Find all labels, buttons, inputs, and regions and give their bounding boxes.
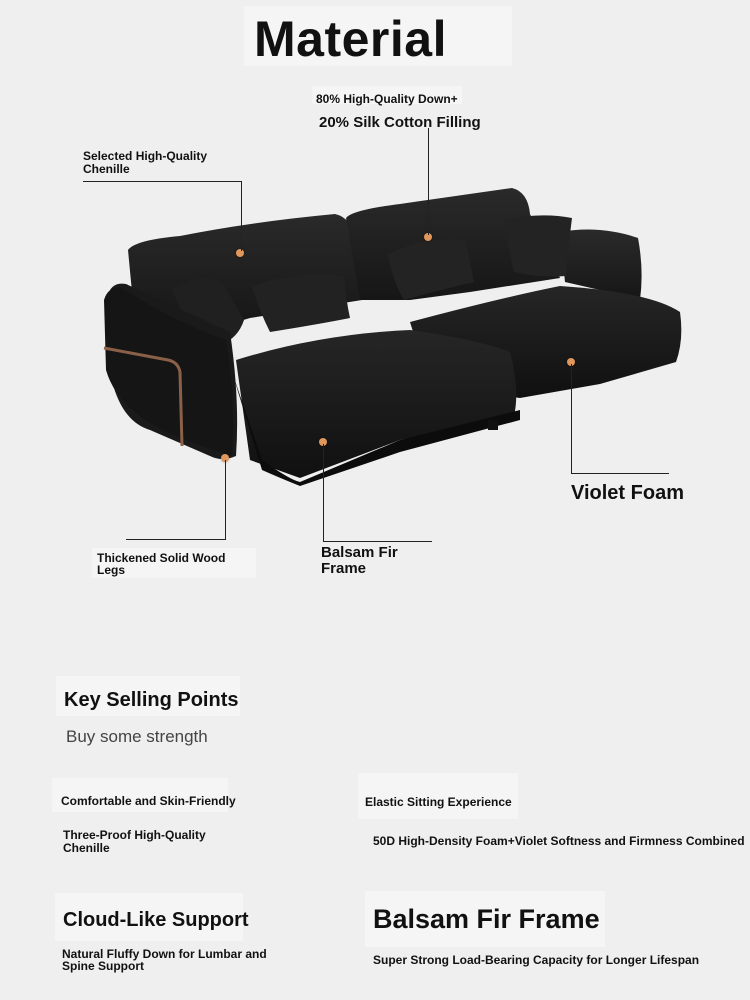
legs-label-line2: Legs bbox=[97, 563, 126, 577]
down-filling-label-line1: 80% High-Quality Down+ bbox=[316, 92, 458, 106]
chenille-leader-vertical bbox=[241, 181, 242, 251]
selling-points-heading: Key Selling Points bbox=[64, 689, 239, 711]
cloud-support-title: Cloud-Like Support bbox=[63, 909, 249, 931]
pillow-left-2 bbox=[252, 274, 350, 332]
comfort-desc-line2: Chenille bbox=[63, 841, 110, 855]
fir-frame-desc: Super Strong Load-Bearing Capacity for Longer Lifespan bbox=[373, 953, 700, 967]
fir-frame-title: Balsam Fir Frame bbox=[373, 904, 600, 934]
legs-label-line1: Thickened Solid Wood bbox=[97, 551, 226, 565]
down-filling-label-line2: 20% Silk Cotton Filling bbox=[319, 114, 481, 131]
pillow-right-2 bbox=[504, 215, 572, 276]
comfort-desc-line1: Three-Proof High-Quality bbox=[63, 828, 206, 842]
foam-leader-horizontal bbox=[571, 473, 669, 474]
legs-leader-vertical bbox=[225, 460, 226, 540]
foam-leader-vertical bbox=[571, 364, 572, 474]
chenille-label-line1: Selected High-Quality bbox=[83, 149, 208, 163]
comfort-title: Comfortable and Skin-Friendly bbox=[61, 794, 236, 808]
legs-leader-horizontal bbox=[126, 539, 226, 540]
chenille-leader-horizontal bbox=[83, 181, 242, 182]
frame-leader-horizontal bbox=[323, 541, 432, 542]
chenille-label-line2: Chenille bbox=[83, 162, 130, 176]
down-leader-vertical bbox=[428, 128, 429, 235]
elastic-desc: 50D High-Density Foam+Violet Softness and Firmness Combined bbox=[373, 834, 745, 848]
selling-points-subheading: Buy some strength bbox=[66, 727, 208, 746]
foam-label: Violet Foam bbox=[571, 482, 684, 504]
chenille-marker-dot bbox=[236, 249, 244, 257]
elastic-title: Elastic Sitting Experience bbox=[365, 795, 512, 809]
page-title: Material bbox=[254, 11, 447, 67]
frame-label-line2: Frame bbox=[321, 560, 367, 577]
frame-label-line1: Balsam Fir bbox=[321, 544, 398, 561]
sofa-leg bbox=[488, 420, 498, 430]
frame-leader-vertical bbox=[323, 444, 324, 542]
cloud-support-desc-line2: Spine Support bbox=[62, 959, 144, 973]
cloud-support-desc-line1: Natural Fluffy Down for Lumbar and bbox=[62, 947, 267, 961]
